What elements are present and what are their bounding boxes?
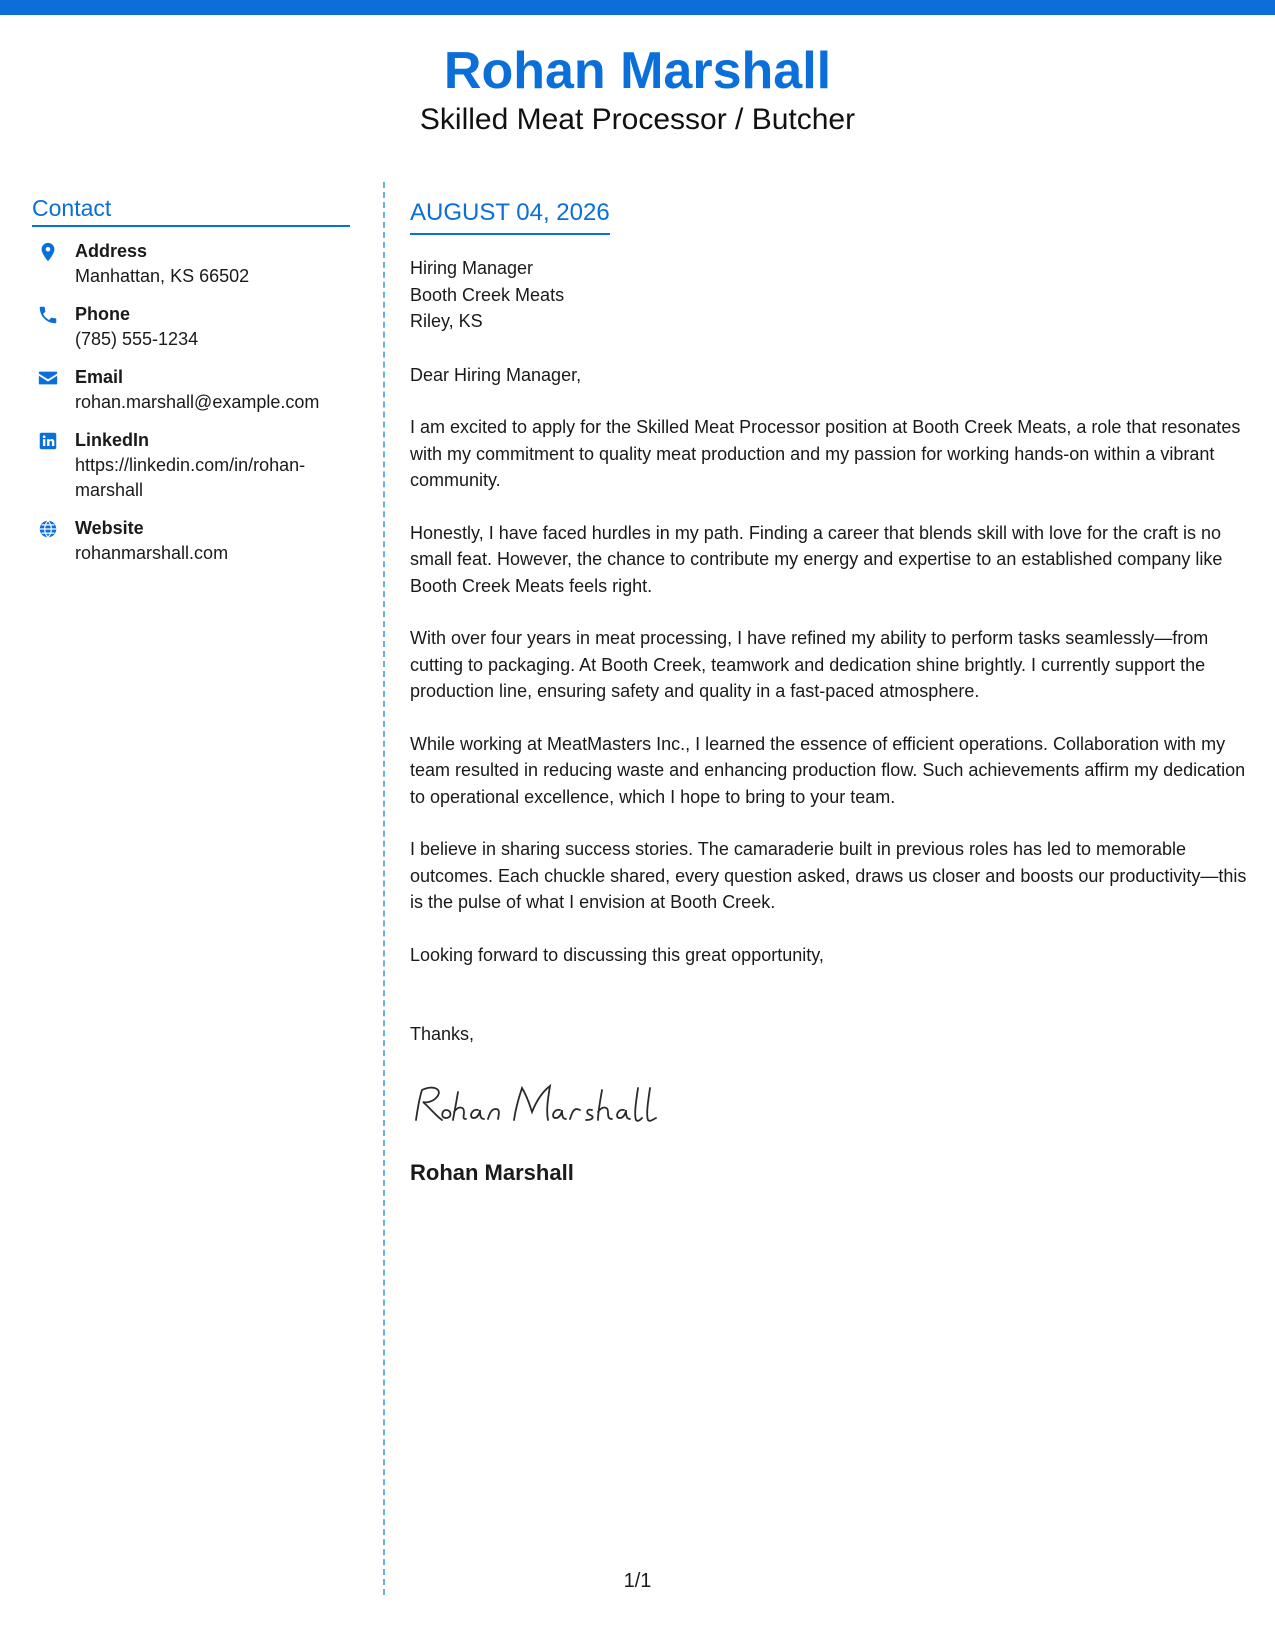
- top-accent-bar: [0, 0, 1275, 15]
- linkedin-icon: [37, 430, 59, 452]
- contact-label: Phone: [75, 304, 131, 324]
- body-paragraph: I am excited to apply for the Skilled Meat Processor position at Booth Creek Meats, a role that resonates with my commitment to quality meat production and my passion for working hands-on within a vibrant community.: [410, 417, 1241, 490]
- contact-value[interactable]: rohan.marshall@example.com: [75, 392, 320, 412]
- recipient-block: [410, 255, 1250, 335]
- column-divider: [383, 182, 385, 1595]
- contact-value: (785) 555-1234: [75, 329, 199, 349]
- map-pin-icon: [37, 241, 59, 263]
- body-paragraph: I believe in sharing success stories. The camaraderie built in previous roles has led to memorable outcomes. Each chuckle shared, every question asked, draws us closer and boosts our productivity—this is the pulse of what I envision at Booth Creek.: [410, 839, 1247, 912]
- contact-label: LinkedIn: [75, 430, 150, 450]
- body-paragraph: While working at MeatMasters Inc., I learned the essence of efficient operations. Collaboration with my team resulted in reducing waste and enhancing production flow. Such achievements affirm my dedication to operational excellence, which I hope to bring to your team.: [410, 733, 1246, 807]
- handwritten-signature: [410, 1076, 1250, 1134]
- email-icon: [37, 367, 59, 389]
- letter-header: [0, 40, 1275, 138]
- contact-label: Email: [75, 367, 124, 387]
- contact-linkedin: [32, 428, 350, 503]
- recipient-line: Hiring Manager: [410, 258, 534, 278]
- contact-value[interactable]: https://linkedin.com/in/rohan-marshall: [75, 455, 306, 500]
- recipient-line: Riley, KS: [410, 311, 483, 331]
- contact-sidebar: [32, 195, 350, 579]
- closing: Thanks,: [410, 1024, 475, 1044]
- recipient-line: Booth Creek Meats: [410, 284, 565, 305]
- page-number: 1/1: [623, 1570, 652, 1592]
- contact-label: Website: [75, 518, 144, 538]
- applicant-title: Skilled Meat Processor / Butcher: [419, 103, 856, 136]
- contact-phone: [32, 302, 350, 352]
- globe-icon: [37, 518, 59, 540]
- body-paragraph: Looking forward to discussing this great opportunity,: [410, 944, 824, 965]
- contact-value: Manhattan, KS 66502: [75, 266, 250, 286]
- body-paragraph: Honestly, I have faced hurdles in my path. Finding a career that blends skill with love for the craft is no small feat. However, the chance to contribute my energy and expertise to an established company like Booth Creek Meats feels right.: [410, 522, 1223, 596]
- contact-website: [32, 516, 350, 566]
- contact-label: Address: [75, 241, 148, 261]
- salutation: Dear Hiring Manager,: [410, 364, 582, 385]
- contact-value[interactable]: rohanmarshall.com: [75, 543, 229, 563]
- contact-address: [32, 239, 350, 289]
- signer-name: Rohan Marshall: [410, 1159, 574, 1185]
- letter-body: [410, 198, 1250, 1186]
- body-paragraph: With over four years in meat processing, I have refined my ability to perform tasks seamlessly—from cutting to packaging. At Booth Creek, teamwork and dedication shine brightly. I currently support the production line, ensuring safety and quality in a fast-paced atmosphere.: [410, 628, 1209, 701]
- signature-image: [410, 1076, 670, 1134]
- applicant-name: Rohan Marshall: [443, 42, 832, 100]
- contact-section-title: Contact: [32, 195, 350, 227]
- phone-icon: [37, 304, 59, 326]
- letter-date: AUGUST 04, 2026: [410, 198, 610, 235]
- contact-email: [32, 365, 350, 415]
